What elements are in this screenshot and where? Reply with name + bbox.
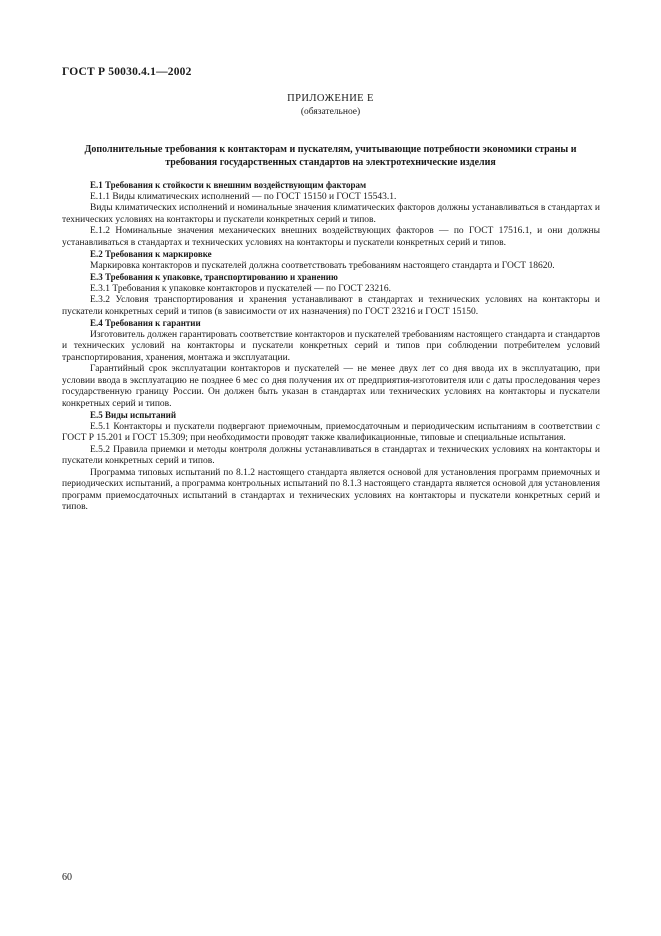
document-body — [62, 180, 600, 514]
paragraph: Е.3.1 Требования к упаковке контакторов и пускателей — по ГОСТ 23216. — [90, 283, 392, 294]
paragraph: Виды климатических исполнений и номинальные значения климатических факторов должны устанавливаться в стандартах и технических условиях на контакторы и пускатели конкретных серий и типов. — [62, 203, 600, 225]
paragraph: Е.3.2 Условия транспортирования и хранения устанавливают в стандартах и технических условиях на контакторы и пускатели конкретных серий и типов (в зависимости от их назначения) по ГОСТ 23216 и ГОСТ 15150. — [62, 295, 600, 317]
page-number: 60 — [62, 872, 72, 883]
standard-header: ГОСТ Р 50030.4.1—2002 — [62, 66, 192, 78]
section-heading: Е.4 Требования к гарантии — [90, 318, 201, 328]
paragraph: Маркировка контакторов и пускателей должна соответствовать требованиям настоящего стандарта и ГОСТ 18620. — [90, 260, 555, 271]
section-heading: Е.3 Требования к упаковке, транспортированию и хранению — [90, 272, 338, 282]
appendix-subtitle: (обязательное) — [300, 107, 361, 117]
paragraph: Е.1.2 Номинальные значения механических внешних воздействующих факторов — по ГОСТ 17516.1, и они должны устанавливаться в стандартах и технических условиях на контакторы и пускатели конкретных серий и типов. — [62, 226, 600, 248]
appendix-heading: Дополнительные требования к контакторам и пускателям, учитывающие потребности экономики страны и требования государственных стандартов на электротехнические изделия — [84, 144, 577, 168]
paragraph: Программа типовых испытаний по 8.1.2 настоящего стандарта является основой для установления программ приемочных и периодических испытаний, а программа контрольных испытаний по 8.1.3 настоящего стандарта является основой для установления программ приемосдаточных испытаний в стандартах и технических условиях на контакторы и пускатели конкретных серий и типов. — [62, 467, 600, 512]
paragraph: Изготовитель должен гарантировать соответствие контакторов и пускателей требованиям настоящего стандарта и стандартов и технических условий на контакторы и пускатели конкретных серий и типов при соблюдении потребителем условий транспортирования, хранения, монтажа и эксплуатации. — [62, 329, 600, 363]
paragraph: Е.5.1 Контакторы и пускатели подвергают приемочным, приемосдаточным и периодическим испытаниям в соответствии с ГОСТ Р 15.201 и ГОСТ 15.309; при необходимости проводят также квалификационные, типовые и специальные испытания. — [62, 421, 600, 443]
section-heading: Е.5 Виды испытаний — [90, 410, 177, 420]
appendix-title: ПРИЛОЖЕНИЕ Е — [287, 93, 374, 104]
paragraph: Е.5.2 Правила приемки и методы контроля должны устанавливаться в стандартах и технических условиях на контакторы и пускатели конкретных серий и типов. — [62, 444, 600, 466]
section-heading: Е.1 Требования к стойкости к внешним воздействующим факторам — [90, 180, 367, 190]
paragraph: Е.1.1 Виды климатических исполнений — по ГОСТ 15150 и ГОСТ 15543.1. — [90, 191, 397, 202]
section-heading: Е.2 Требования к маркировке — [90, 249, 212, 259]
paragraph: Гарантийный срок эксплуатации контакторов и пускателей — не менее двух лет со дня ввода их в эксплуатацию, при условии ввода в эксплуатацию не позднее 6 мес со дня получения их от предприятия-изготовителя или с даты проследования через государственную границу России. Он должен быть указан в стандартах или технических условиях на контакторы и пускатели конкретных серий и типов. — [62, 364, 600, 409]
